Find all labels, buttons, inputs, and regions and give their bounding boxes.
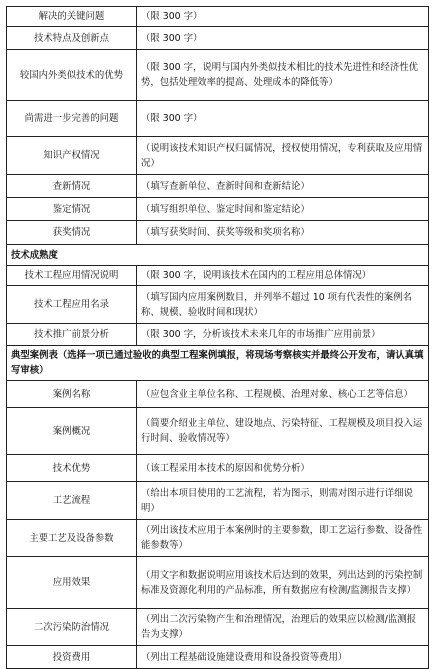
table-row bbox=[7, 557, 429, 609]
table-row bbox=[7, 381, 429, 408]
table-row bbox=[7, 175, 429, 198]
row-value-application-list[interactable]: （填写国内应用案例数目，并列举不超过 10 项有代表性的案例名称、规模、验收时间和现状） bbox=[137, 286, 429, 324]
table-row bbox=[7, 7, 429, 27]
row-label-appraisal: 鉴定情况 bbox=[7, 198, 137, 221]
row-label-case-overview: 案例概况 bbox=[7, 408, 137, 455]
table-row bbox=[7, 408, 429, 455]
row-value-case-name[interactable]: （应包含业主单位名称、工程规模、治理对象、核心工艺等信息） bbox=[137, 381, 429, 408]
row-value-case-overview[interactable]: （简要介绍业主单位、建设地点、污染特征、工程规模及项目投入运行时间、验收情况等） bbox=[137, 408, 429, 455]
table-row bbox=[7, 609, 429, 646]
row-value-application-effect[interactable]: （用文字和数据说明应用该技术后达到的效果，列出达到的污染控制标准及资源化利用的产品标准，所有数据应有检测/监测报告支撑） bbox=[137, 557, 429, 609]
row-value-process-flow[interactable]: （给出本项目使用的工艺流程，若为图示，则需对图示进行详细说明） bbox=[137, 482, 429, 520]
row-label-market-outlook: 技术推广前景分析 bbox=[7, 324, 137, 346]
row-value-secondary-pollution[interactable]: （列出二次污染物产生和治理情况，治理后的效果应以检测/监测报告为支撑） bbox=[137, 609, 429, 646]
table-row bbox=[7, 137, 429, 175]
table-row bbox=[7, 50, 429, 101]
row-value-awards[interactable]: （填写获奖时间、获奖等级和奖项名称） bbox=[137, 221, 429, 245]
row-value-novelty[interactable]: （填写查新单位、查新时间和查新结论） bbox=[137, 175, 429, 198]
row-label-advantages: 较国内外类似技术的优势 bbox=[7, 50, 137, 101]
row-label-tech-advantage: 技术优势 bbox=[7, 455, 137, 482]
row-label-process-flow: 工艺流程 bbox=[7, 482, 137, 520]
row-label-application-effect: 应用效果 bbox=[7, 557, 137, 609]
row-label-improvements: 尚需进一步完善的问题 bbox=[7, 101, 137, 137]
row-label-features: 技术特点及创新点 bbox=[7, 27, 137, 50]
section-heading-cases: 典型案例表（选择一项已通过验收的典型工程案例填报，将现场考察核实并最终公开发布，请认真填写审核） bbox=[7, 346, 429, 381]
table-row bbox=[7, 482, 429, 520]
row-label-secondary-pollution: 二次污染防治情况 bbox=[7, 609, 137, 646]
table-row bbox=[7, 646, 429, 669]
table-row bbox=[7, 520, 429, 557]
technology-info-table bbox=[6, 6, 429, 669]
row-label-application-summary: 技术工程应用情况说明 bbox=[7, 266, 137, 286]
table-row bbox=[7, 101, 429, 137]
row-label-case-name: 案例名称 bbox=[7, 381, 137, 408]
row-value-features[interactable]: （限 300 字） bbox=[137, 27, 429, 50]
table-row bbox=[7, 346, 429, 381]
row-value-key-problems[interactable]: （限 300 字） bbox=[137, 7, 429, 27]
row-label-awards: 获奖情况 bbox=[7, 221, 137, 245]
table-row bbox=[7, 286, 429, 324]
row-label-parameters: 主要工艺及设备参数 bbox=[7, 520, 137, 557]
row-value-application-summary[interactable]: （限 300 字，说明该技术在国内的工程应用总体情况） bbox=[137, 266, 429, 286]
table-row bbox=[7, 221, 429, 245]
row-label-investment: 投资费用 bbox=[7, 646, 137, 669]
table-row bbox=[7, 198, 429, 221]
row-label-ip: 知识产权情况 bbox=[7, 137, 137, 175]
row-label-key-problems: 解决的关键问题 bbox=[7, 7, 137, 27]
table-row bbox=[7, 455, 429, 482]
table-row bbox=[7, 266, 429, 286]
row-label-application-list: 技术工程应用名录 bbox=[7, 286, 137, 324]
row-value-parameters[interactable]: （列出该技术应用于本案例时的主要参数，即工艺运行参数、设备性能参数等） bbox=[137, 520, 429, 557]
table-row bbox=[7, 324, 429, 346]
table-row bbox=[7, 245, 429, 266]
row-value-tech-advantage[interactable]: （该工程采用本技术的原因和优势分析） bbox=[137, 455, 429, 482]
row-value-investment[interactable]: （列出工程基础设施建设费用和设备投资等费用） bbox=[137, 646, 429, 669]
table-row bbox=[7, 27, 429, 50]
row-value-advantages[interactable]: （限 300 字，说明与国内外类似技术相比的技术先进性和经济性优势，包括处理效率的提高、处理成本的降低等） bbox=[137, 50, 429, 101]
row-label-novelty: 查新情况 bbox=[7, 175, 137, 198]
section-heading-maturity: 技术成熟度 bbox=[7, 245, 429, 266]
row-value-ip[interactable]: （说明该技术知识产权归属情况，授权使用情况，专利获取及应用情况） bbox=[137, 137, 429, 175]
row-value-appraisal[interactable]: （填写组织单位、鉴定时间和鉴定结论） bbox=[137, 198, 429, 221]
row-value-market-outlook[interactable]: （限 300 字，分析该技术未来几年的市场推广应用前景） bbox=[137, 324, 429, 346]
row-value-improvements[interactable]: （限 300 字） bbox=[137, 101, 429, 137]
